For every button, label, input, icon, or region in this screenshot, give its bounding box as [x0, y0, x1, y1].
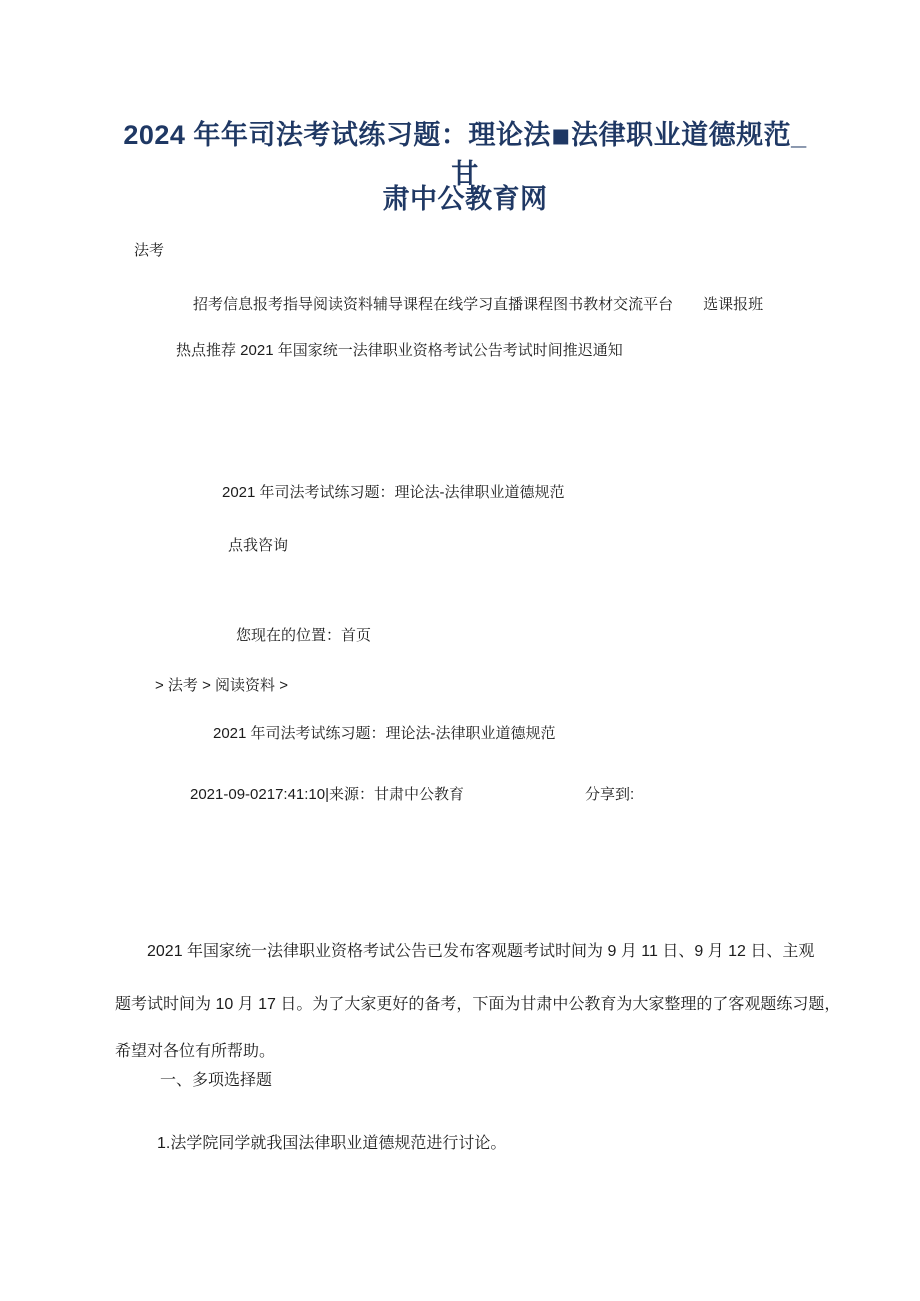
article-source: 甘肃中公教育	[374, 786, 465, 803]
location-home-link[interactable]: 首页	[341, 627, 372, 644]
nav-cta-xuanke[interactable]: 选课报班	[703, 296, 764, 313]
main-nav	[193, 293, 763, 314]
nav-item-jiaoliu[interactable]: 交流平台	[613, 296, 674, 313]
nav-item-tushu[interactable]: 图书教材	[553, 296, 614, 313]
location-line	[236, 627, 371, 645]
page-title-line-1: 2024 年年司法考试练习题：理论法◾法律职业道德规范_甘	[123, 120, 807, 189]
nav-item-zhaokao[interactable]: 招考信息	[193, 296, 254, 313]
nav-item-zaixian[interactable]: 在线学习	[433, 296, 494, 313]
article-title: 2021 年司法考试练习题：理论法-法律职业道德规范	[213, 725, 556, 742]
nav-item-fudao[interactable]: 辅导课程	[373, 296, 434, 313]
nav-item-baokao[interactable]: 报考指导	[253, 296, 314, 313]
breadcrumb[interactable]: > 法考 > 阅读资料 >	[155, 677, 288, 694]
article-meta	[190, 786, 464, 804]
paragraph-line: 题考试时间为 10 月 17 日。为了大家更好的备考，下面为甘肃中公教育为大家整理的了客观题练习题，	[115, 996, 841, 1013]
nav-item-yuedu[interactable]: 阅读资料	[313, 296, 374, 313]
consult-button[interactable]: 点我咨询	[228, 537, 289, 554]
page-title-line-2: 肃中公教育网	[382, 184, 548, 214]
location-label: 您现在的位置：	[236, 627, 342, 644]
section-heading: 一、多项选择题	[160, 1072, 273, 1089]
site-section-label: 法考	[134, 242, 165, 259]
promo-article-link[interactable]: 2021 年司法考试练习题：理论法-法律职业道德规范	[222, 484, 565, 501]
article-source-label: |来源：	[325, 786, 375, 803]
paragraph-line: 2021 年国家统一法律职业资格考试公告已发布客观题考试时间为 9 月 11 日、9 月 12 日、主观	[147, 943, 815, 960]
article-datetime: 2021-09-0217:41:10	[190, 786, 326, 803]
question-1: 1.法学院同学就我国法律职业道德规范进行讨论。	[157, 1135, 507, 1152]
hot-recommend-link[interactable]: 热点推荐 2021 年国家统一法律职业资格考试公告考试时间推迟通知	[176, 342, 623, 359]
nav-item-zhibo[interactable]: 直播课程	[493, 296, 554, 313]
share-label: 分享到:	[585, 786, 635, 803]
paragraph-line: 希望对各位有所帮助。	[115, 1043, 276, 1060]
